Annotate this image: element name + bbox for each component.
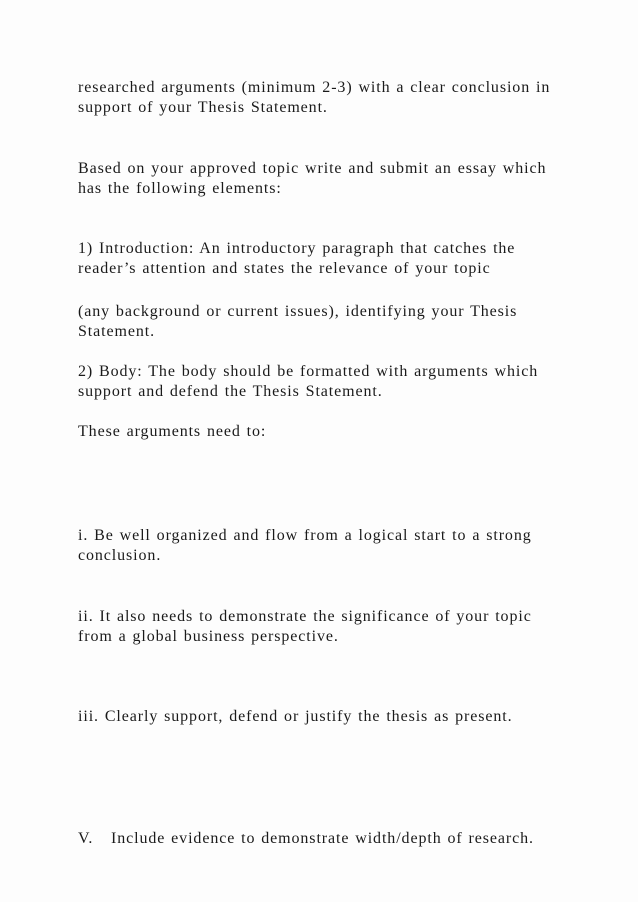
text-line: These arguments need to: bbox=[78, 423, 267, 440]
text-line: reader’s attention and states the relevance of your topic bbox=[78, 260, 491, 277]
text-line: researched arguments (minimum 2-3) with a clear conclusion in bbox=[78, 79, 551, 96]
text-line: has the following elements: bbox=[78, 180, 282, 197]
paragraph-intro-continuation bbox=[78, 78, 578, 118]
text-line: V. Include evidence to demonstrate width/depth of research. bbox=[78, 830, 534, 847]
paragraph-requirement-iii bbox=[78, 707, 578, 727]
paragraph-requirement-v bbox=[78, 789, 578, 889]
text-line: support of your Thesis Statement. bbox=[78, 99, 328, 116]
paragraph-element-1-continuation bbox=[78, 302, 578, 342]
text-line: iii. Clearly support, defend or justify the thesis as present. bbox=[78, 708, 513, 725]
text-line: conclusion. bbox=[78, 547, 162, 564]
text-line: i. Be well organized and flow from a logical start to a strong bbox=[78, 527, 532, 544]
paragraph-instructions bbox=[78, 159, 578, 199]
text-line: from a global business perspective. bbox=[78, 628, 339, 645]
paragraph-element-1-introduction bbox=[78, 239, 578, 279]
text-line: 1) Introduction: An introductory paragraph that catches the bbox=[78, 240, 516, 257]
text-line: ii. It also needs to demonstrate the significance of your topic bbox=[78, 608, 532, 625]
text-line: Based on your approved topic write and submit an essay which bbox=[78, 160, 547, 177]
paragraph-requirement-i bbox=[78, 526, 578, 566]
text-line: (any background or current issues), identifying your Thesis bbox=[78, 303, 518, 320]
paragraph-requirement-ii bbox=[78, 607, 578, 647]
text-line: 2) Body: The body should be formatted with arguments which bbox=[78, 363, 539, 380]
text-line: Statement. bbox=[78, 323, 155, 340]
paragraph-arguments-lead bbox=[78, 422, 578, 442]
paragraph-element-2-body bbox=[78, 362, 578, 402]
text-line: support and defend the Thesis Statement. bbox=[78, 383, 383, 400]
